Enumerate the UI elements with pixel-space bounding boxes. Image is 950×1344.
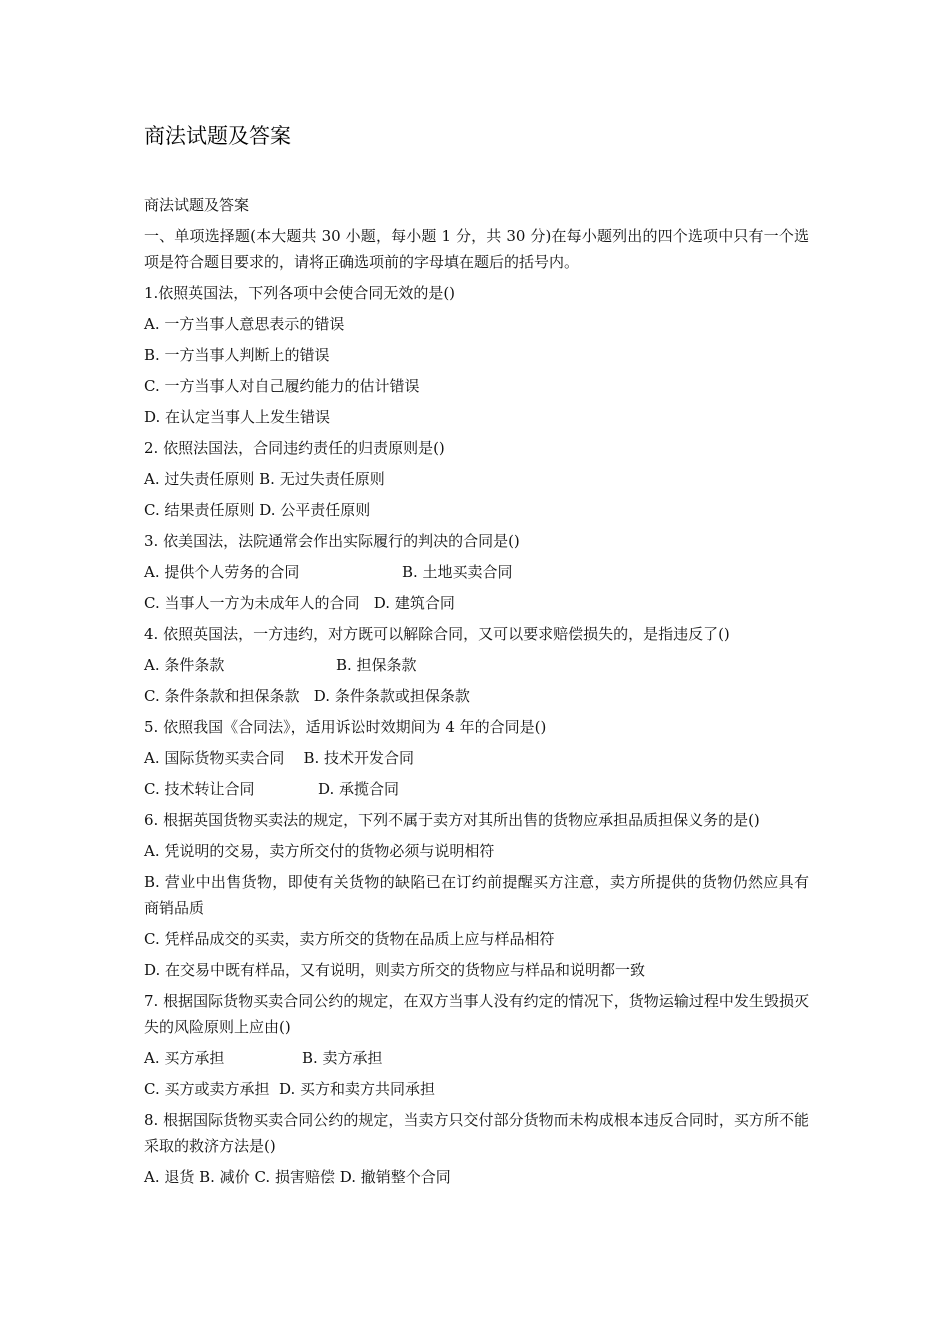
option: D. 建筑合同	[373, 594, 455, 612]
question-stem: 5. 依照我国《合同法》，适用诉讼时效期间为 4 年的合同是()	[144, 718, 547, 736]
option: A. 提供个人劳务的合同	[144, 563, 300, 581]
option: B. 土地买卖合同	[402, 563, 513, 581]
option-row: C. 结果责任原则 D. 公平责任原则	[144, 501, 371, 519]
option: C. 一方当事人对自己履约能力的估计错误	[144, 377, 420, 395]
question-stem: 7. 根据国际货物买卖合同公约的规定，在双方当事人没有约定的情况下，货物运输过程中发生毁损灭失的风险原则上应由()	[144, 992, 809, 1036]
option-row: A. 退货 B. 减价 C. 损害赔偿 D. 撤销整个合同	[144, 1168, 451, 1186]
option: D. 在交易中既有样品，又有说明，则卖方所交的货物应与样品和说明都一致	[144, 961, 646, 979]
question-stem: 2. 依照法国法，合同违约责任的归责原则是()	[144, 439, 445, 457]
option: D. 在认定当事人上发生错误	[144, 408, 331, 426]
question-stem: 4. 依照英国法，一方违约，对方既可以解除合同，又可以要求赔偿损失的，是指违反了()	[144, 625, 730, 643]
option-row: A. 过失责任原则 B. 无过失责任原则	[144, 470, 385, 488]
option: B. 卖方承担	[302, 1049, 383, 1067]
question-stem: 8. 根据国际货物买卖合同公约的规定，当卖方只交付部分货物而未构成根本违反合同时，买方所不能采取的救济方法是()	[144, 1111, 809, 1155]
option: B. 担保条款	[336, 656, 417, 674]
option-row	[144, 745, 809, 771]
instructions: 一、单项选择题(本大题共 30 小题，每小题 1 分，共 30 分)在每小题列出的四个选项中只有一个选项是符合题目要求的，请将正确选项前的字母填在题后的括号内。	[144, 227, 809, 271]
option: D. 买方和卖方共同承担	[279, 1080, 436, 1098]
question-stem: 3. 依美国法，法院通常会作出实际履行的判决的合同是()	[144, 532, 520, 550]
option: C. 当事人一方为未成年人的合同	[144, 594, 360, 612]
option: A. 买方承担	[144, 1049, 225, 1067]
document-body	[144, 192, 809, 1195]
question-stem: 1.依照英国法，下列各项中会使合同无效的是()	[144, 284, 456, 302]
option-row	[144, 683, 809, 709]
option: B. 技术开发合同	[303, 749, 415, 767]
option: D. 条件条款或担保条款	[313, 687, 470, 705]
option-row	[144, 1076, 809, 1102]
option: A. 一方当事人意思表示的错误	[144, 315, 345, 333]
question-stem: 6. 根据英国货物买卖法的规定，下列不属于卖方对其所出售的货物应承担品质担保义务的是()	[144, 811, 760, 829]
option: C. 买方或卖方承担	[144, 1080, 270, 1098]
option: D. 承揽合同	[318, 780, 400, 798]
option: A. 条件条款	[144, 656, 225, 674]
option: B. 一方当事人判断上的错误	[144, 346, 330, 364]
page-title: 商法试题及答案	[144, 124, 291, 148]
option: C. 条件条款和担保条款	[144, 687, 300, 705]
option-row	[144, 590, 809, 616]
option: A. 国际货物买卖合同	[144, 749, 285, 767]
option-row	[144, 652, 809, 678]
option-row	[144, 1045, 809, 1071]
option: B. 营业中出售货物，即使有关货物的缺陷已在订约前提醒买方注意，卖方所提供的货物仍然应具有商销品质	[144, 873, 809, 917]
option-row	[144, 559, 809, 585]
option: C. 凭样品成交的买卖，卖方所交的货物在品质上应与样品相符	[144, 930, 555, 948]
option-row	[144, 776, 809, 802]
subtitle: 商法试题及答案	[144, 196, 250, 214]
option: A. 凭说明的交易，卖方所交付的货物必须与说明相符	[144, 842, 495, 860]
option: C. 技术转让合同	[144, 780, 255, 798]
